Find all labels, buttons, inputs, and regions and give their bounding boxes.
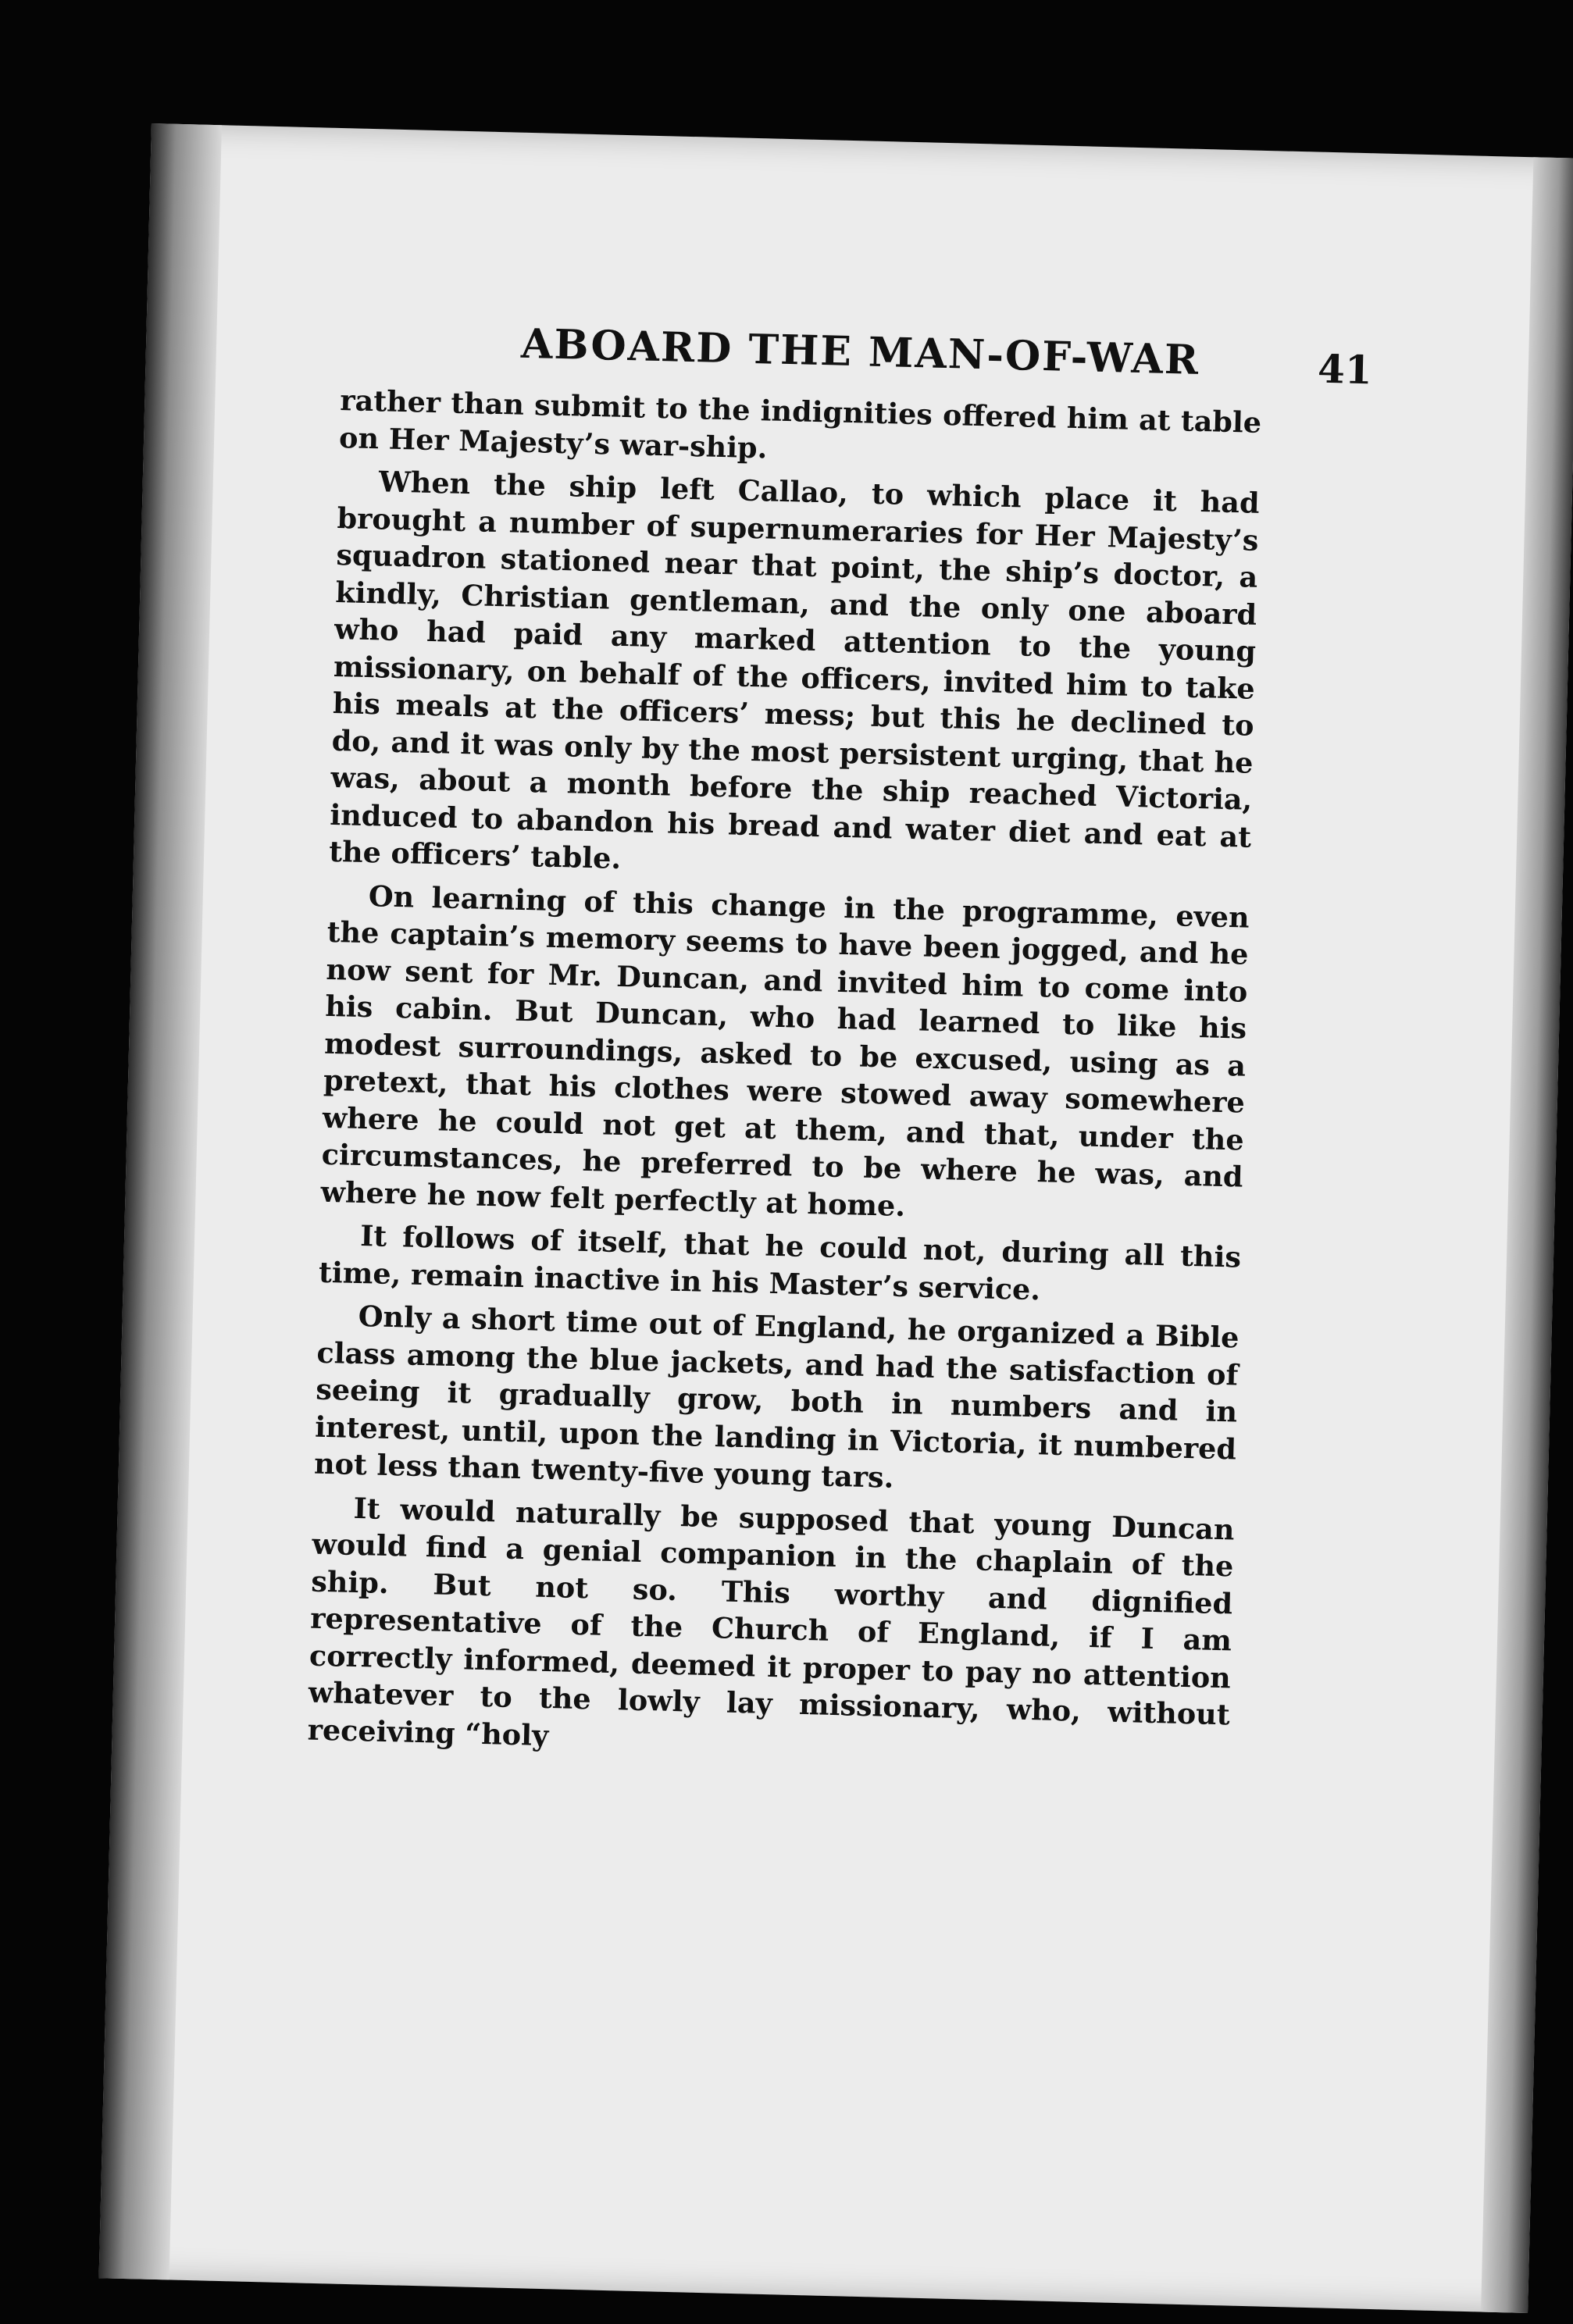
paragraph: When the ship left Callao, to which place it had brought a number of supernumeraries for Her Majesty’s squadron stationed near that point, the ship’s doctor, a kindly, Christian gentleman, and the only one aboard who had paid any marked attention to the young missionary, on behalf of the officers, invited him to take his meals at the officers’ mess; but this he declined to do, and it was only by the most persistent urging, that he was, about a month before the ship reached Victoria, induced to abandon his bread and water diet and eat at the officers’ table. [328,465,1261,876]
page-number: 41 [1317,345,1373,394]
book-page [99,123,1573,2313]
paragraph-continued: rather than submit to the indignities offered him at table on Her Majesty’s war-ship. [338,383,1262,465]
book-spine-shadow [99,123,222,2279]
paragraph: It would naturally be supposed that young Duncan would find a genial companion in the chaplain of the ship. But not so. This worthy and dignified representative of the Church of England, if I am correctly informed, deemed it proper to pay no attention whatever to the lowly lay missionary, who, without receiving “holy [307,1491,1235,1752]
paragraph: On learning of this change in the programme, even the captain’s memory seems to have been jogged, and he now sent for Mr. Duncan, and invited him to come into his cabin. But Duncan, who had learned to like his modest surroundings, asked to be excused, using as a pretext, that his clothes were stowed away somewhere where he could not get at them, and that, under the circumstances, he preferred to be where he was, and where he now felt perfectly at home. [320,879,1250,1223]
body-text [307,382,1262,1777]
paragraph: Only a short time out of England, he organized a Bible class among the blue jackets, and had the satisfaction of seeing it gradually grow, both in numbers and in interest, until, upon the landing in Victoria, it numbered not less than twenty-five young tars. [313,1299,1239,1495]
paragraph: It follows of itself, that he could not, during all this time, remain inactive in his Master’s service. [318,1219,1242,1306]
running-head: ABOARD THE MAN-OF-WAR [520,319,1200,384]
page-edge-shadow [1481,157,1573,2313]
